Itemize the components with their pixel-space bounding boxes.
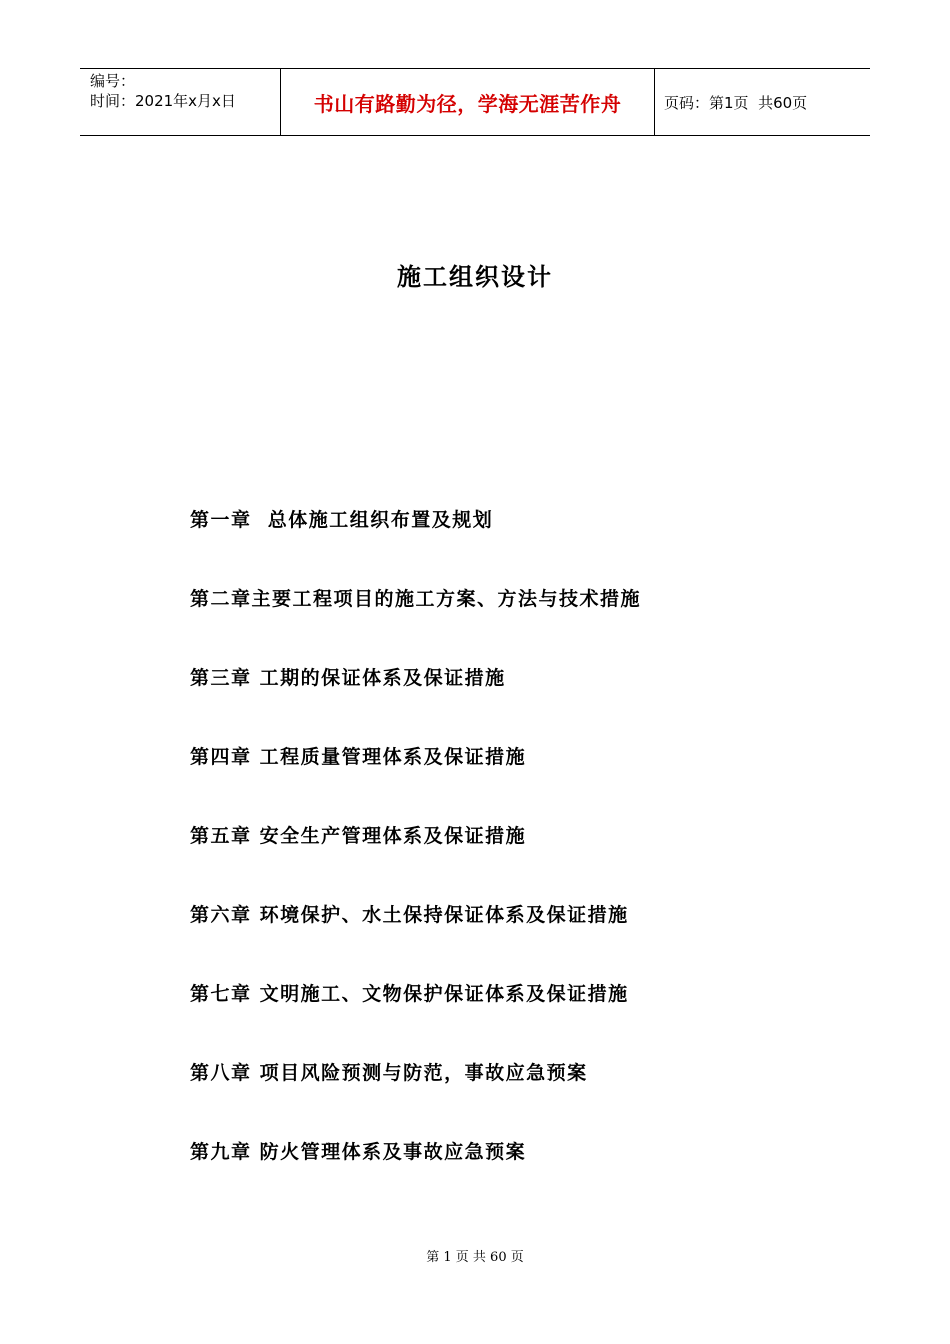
toc-chapter-6: 第六章 环境保护、水土保持保证体系及保证措施 bbox=[190, 904, 629, 926]
toc-chapter-4: 第四章 工程质量管理体系及保证措施 bbox=[190, 746, 527, 768]
header-meta-cell bbox=[80, 69, 281, 135]
toc-chapter-9: 第九章 防火管理体系及事故应急预案 bbox=[190, 1141, 527, 1163]
motto-text: 书山有路勤为径，学海无涯苦作舟 bbox=[313, 91, 622, 116]
page-header bbox=[80, 68, 870, 136]
number-label: 编号： bbox=[90, 72, 136, 90]
toc-chapter-7: 第七章 文明施工、文物保护保证体系及保证措施 bbox=[190, 983, 629, 1005]
header-motto-cell bbox=[281, 69, 655, 135]
page-info: 页码：第1页 共60页 bbox=[664, 93, 808, 112]
document-title: 施工组织设计 bbox=[397, 262, 553, 291]
toc-chapter-5: 第五章 安全生产管理体系及保证措施 bbox=[190, 825, 527, 847]
table-of-contents bbox=[190, 505, 641, 1216]
toc-chapter-2: 第二章主要工程项目的施工方案、方法与技术措施 bbox=[190, 588, 642, 610]
header-page-cell bbox=[655, 69, 870, 135]
date-label: 时间：2021年x月x日 bbox=[90, 92, 236, 110]
toc-chapter-8: 第八章 项目风险预测与防范，事故应急预案 bbox=[190, 1062, 588, 1084]
toc-chapter-3: 第三章 工期的保证体系及保证措施 bbox=[190, 667, 506, 689]
toc-chapter-1: 第一章 总体施工组织布置及规划 bbox=[190, 509, 494, 531]
page-footer: 第 1 页 共 60 页 bbox=[426, 1250, 524, 1265]
